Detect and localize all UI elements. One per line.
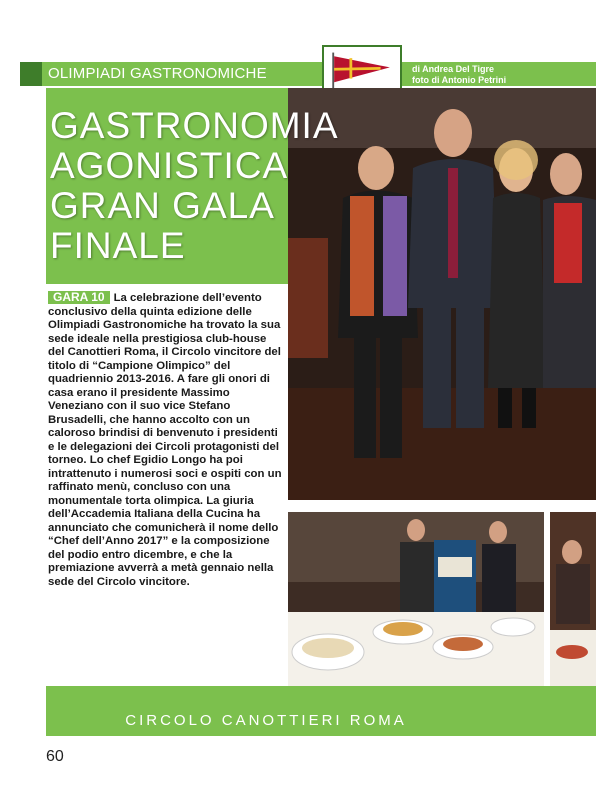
side-photo [550,512,596,686]
footer-title: CIRCOLO CANOTTIERI ROMA [125,712,407,729]
page-number: 60 [46,748,64,765]
section-label: OLIMPIADI GASTRONOMICHE [48,65,267,82]
headline-line: AGONISTICA [50,145,289,186]
headline [50,106,390,266]
article-body [48,291,284,589]
headline-line: FINALE [50,225,186,266]
byline: di Andrea Del Tigre [412,64,495,74]
race-badge: GARA 10 [48,291,110,304]
headline-line: GASTRONOMIA [50,105,339,146]
buffet-photo [288,512,544,686]
header-accent-block [20,62,42,86]
headline-line: GRAN GALA [50,185,275,226]
photo-credit: foto di Antonio Petrini [412,75,507,85]
credits [412,64,506,86]
article-text: La celebrazione dell’evento conclusivo della quinta edizione delle Olimpiadi Gastronomiche ha trovato la sua sede ideale nella prestigiosa club-house del Canottieri Roma, il Circolo vincitore del titolo di “Campione Olimpico” del quadriennio 2013-2016. A fare gli onori di casa erano il presidente Massimo Veneziano con il suo vice Stefano Brusadelli, che hanno accolto con un caloroso brindisi di benvenuto i presidenti e le delegazioni dei Circoli protagonisti del torneo. Lo chef Egidio Longo ha poi intrattenuto i numerosi soci e ospiti con un raffinato menù, concluso con una monumentale torta olimpica. La giuria dell’Accademia Italiana della Cucina ha annunciato che comunicherà il nome dello “Chef dell’Anno 2017” e la composizione del podio entro dicembre, e che la premiazione avverrà a metà gennaio nella sede del Circolo vincitore. [48,292,282,588]
